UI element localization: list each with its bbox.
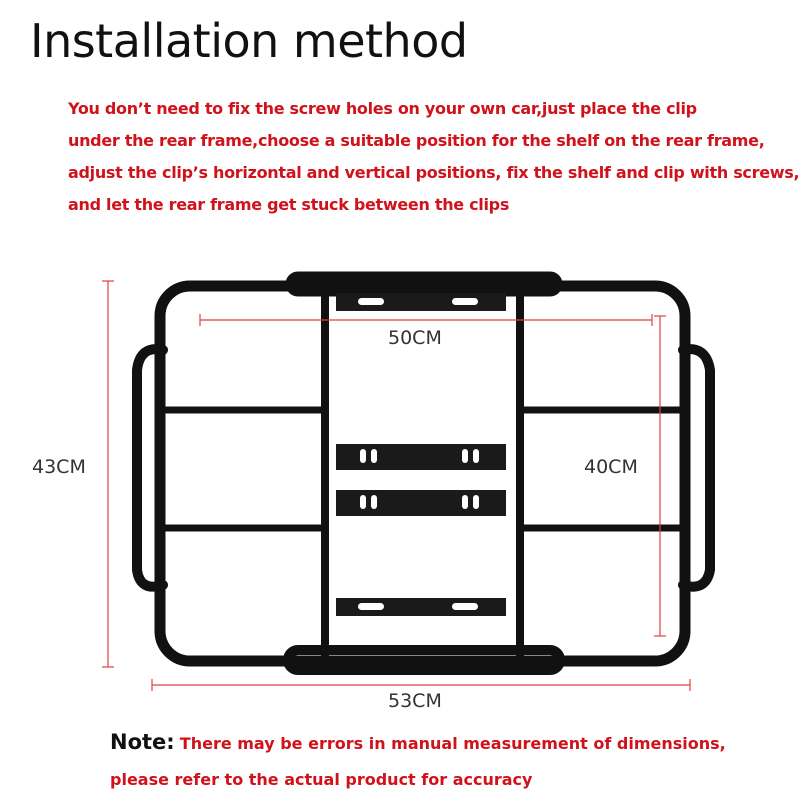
instruction-line: and let the rear frame get stuck between the clips: [68, 195, 510, 214]
dimension-line-inner-width: [200, 314, 652, 326]
note-label: Note:: [110, 730, 175, 754]
dimension-label-inner-height: 40CM: [584, 456, 638, 478]
mounting-plate: [336, 598, 506, 616]
mounting-plate: [336, 293, 506, 311]
mounting-plate: [336, 444, 506, 470]
mounting-plate: [336, 490, 506, 516]
dimension-line-outer-height: [102, 281, 114, 667]
dimension-label-inner-width: 50CM: [388, 327, 442, 349]
instruction-line: adjust the clip’s horizontal and vertical positions, fix the shelf and clip with screws,: [68, 163, 800, 182]
dimension-label-outer-height: 43CM: [32, 456, 86, 478]
note-line: [110, 730, 726, 754]
instruction-line: You don’t need to fix the screw holes on your own car,just place the clip: [68, 99, 697, 118]
dimension-label-outer-width: 53CM: [388, 690, 442, 712]
note-text: There may be errors in manual measurement of dimensions,: [179, 734, 726, 753]
instruction-line: under the rear frame,choose a suitable position for the shelf on the rear frame,: [68, 131, 765, 150]
page-title: Installation method: [30, 14, 468, 68]
dimension-line-inner-height: [654, 316, 666, 636]
note-text-continued: please refer to the actual product for accuracy: [110, 770, 533, 789]
